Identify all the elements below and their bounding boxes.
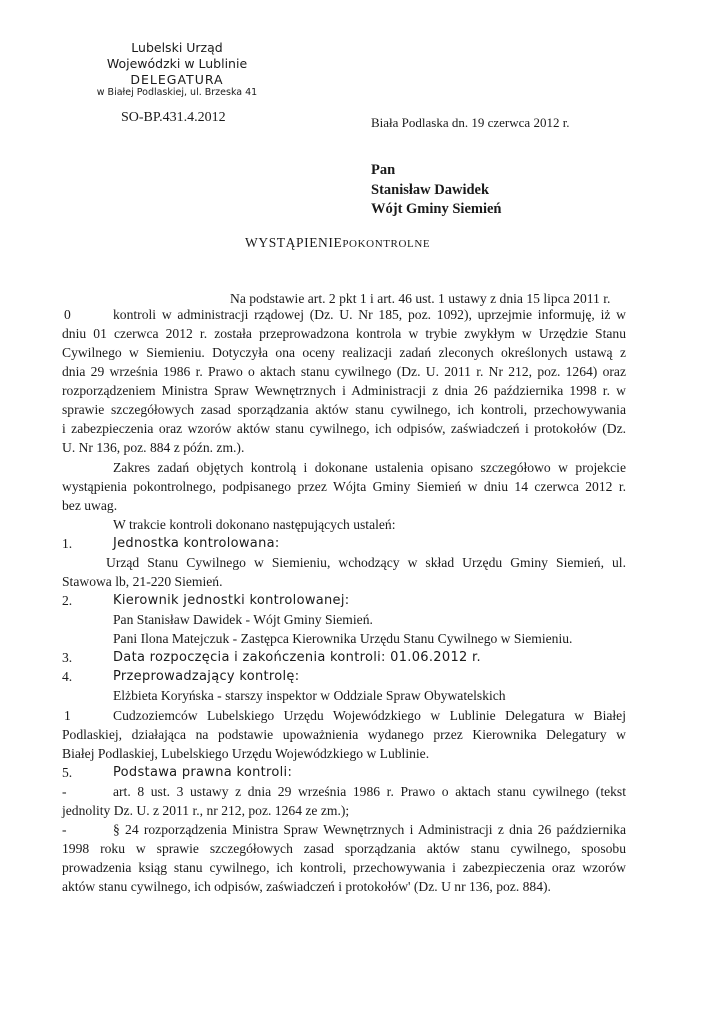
p3-line1: W trakcie kontroli dokonano następujących ustaleń: [113,517,396,532]
office-name-line2: Wojewódzki w Lublinie [106,56,248,71]
office-address: w Białej Podlaskiej, ul. Brzeska 41 [96,87,258,98]
p1-line7: sprawie szczegółowych zasad sporządzania aktów stanu cywilnego, ich kontroli, przechowywania [62,402,626,417]
p1-line9: U. Nr 136, poz. 884 z późn. zm.). [62,440,245,455]
title-suffix: POKONTROLNE [342,238,431,250]
p1-line3: dniu 01 czerwca 2012 r. została przeprowadzona kontrola w trybie zwykłym w Urzędzie Stanu [62,326,626,341]
p2-line1: Zakres zadań objętych kontrolą i dokonane ustalenia opisano szczegółowo w projekcie [113,460,626,475]
bullet1-dash: - [62,784,67,799]
bullet2-line2: 1998 roku w sprawie szczegółowych zasad sporządzania aktów stanu cywilnego, sposobu [62,841,626,856]
item1-label: Jednostka kontrolowana: [113,536,280,551]
p2-line3: bez uwag. [62,498,118,513]
item4-label: Przeprowadzający kontrolę: [113,669,300,684]
bullet1-line1: art. 8 ust. 3 ustawy z dnia 29 września 1986 r. Prawo o aktach stanu cywilnego (tekst [113,784,626,799]
item5-label: Podstawa prawna kontroli: [113,765,293,780]
reference-number: SO-BP.431.4.2012 [121,110,226,125]
p2-line2: wystąpienia pokontrolnego, podpisanego przez Wójta Gminy Siemień w dniu 14 czerwca 2012 r. [62,479,626,494]
p1-line6: rozporządzeniem Ministra Spraw Wewnętrznych i Administracji z dnia 26 października 1998 r. w [62,383,626,398]
office-name-line1: Lubelski Urząd [131,40,223,55]
item2-line1: Pan Stanisław Dawidek - Wójt Gminy Siemień. [113,612,373,627]
document-title [245,235,430,251]
item3-text: Data rozpoczęcia i zakończenia kontroli: 01.06.2012 r. [113,650,481,665]
item3-number: 3. [62,650,73,665]
bullet2-line3: prowadzenia ksiąg stanu cywilnego, ich kontroli, przechowywania i zabezpieczenia oraz wzorów [62,860,626,875]
bullet2-dash: - [62,822,67,837]
p1-line2: kontroli w administracji rządowej (Dz. U. Nr 185, poz. 1092), uprzejmie informuję, iż w [113,307,626,322]
item1-line1: Urząd Stanu Cywilnego w Siemieniu, wchodzący w skład Urzędu Gminy Siemień, ul. [106,555,626,570]
item2-label: Kierownik jednostki kontrolowanej: [113,593,350,608]
p1-line1: Na podstawie art. 2 pkt 1 i art. 46 ust. 1 ustawy z dnia 15 lipca 2011 r. [230,291,611,306]
office-name-line3: DELEGATURA [130,72,224,87]
recipient-salutation: Pan [371,162,396,178]
p1-line5: dnia 29 września 1986 r. Prawo o aktach stanu cywilnego (Dz. U. 2011 r. Nr 212, poz. 1264) oraz [62,364,626,379]
recipient-position: Wójt Gminy Siemień [371,201,502,217]
bullet2-line4: aktów stanu cywilnego, ich odpisów, zaświadczeń i protokołów' (Dz. U nr 136, poz. 884). [62,879,551,894]
item2-number: 2. [62,593,73,608]
recipient-name: Stanisław Dawidek [371,182,490,198]
item4-line1: Elżbieta Koryńska - starszy inspektor w Oddziale Spraw Obywatelskich [113,688,506,703]
bullet1-line2: jednolity Dz. U. z 2011 r., nr 212, poz. 1264 ze zm.); [62,803,350,818]
p1-line2-number: 0 [64,307,71,322]
item4-line2: Cudzoziemców Lubelskiego Urzędu Wojewódzkiego w Lublinie Delegatura w Białej [113,708,626,723]
item4-line2-number: 1 [64,708,71,723]
place-date: Biała Podlaska dn. 19 czerwca 2012 r. [371,115,570,130]
bullet2-line1: § 24 rozporządzenia Ministra Spraw Wewnętrznych i Administracji z dnia 26 października [113,822,626,837]
title-main: WYSTĄPIENIE [245,235,343,250]
item1-number: 1. [62,536,73,551]
item2-line2: Pani Ilona Matejczuk - Zastępca Kierownika Urzędu Stanu Cywilnego w Siemieniu. [113,631,573,646]
p1-line4: Cywilnego w Siemieniu. Dotyczyła ona oceny realizacji zadań zleconych określonych ustawą z [62,345,626,360]
item5-number: 5. [62,765,73,780]
item4-line3: Podlaskiej, działająca na podstawie upoważnienia wydanego przez Kierownika Delegatury w [62,727,626,742]
item4-number: 4. [62,669,73,684]
p1-line8: i zabezpieczenia oraz wzorów aktów stanu cywilnego, ich odpisów, zaświadczeń i protokołów (Dz. [62,421,626,436]
item4-line4: Białej Podlaskiej, Lubelskiego Urzędu Wojewódzkiego w Lublinie. [62,746,430,761]
item1-line2: Stawowa lb, 21-220 Siemień. [62,574,223,589]
